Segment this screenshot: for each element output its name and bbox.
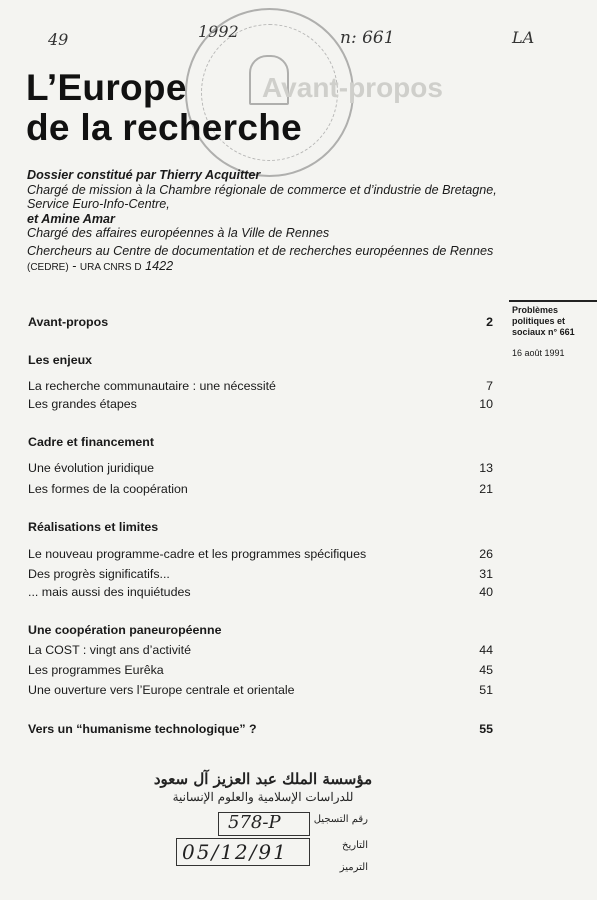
toc-label: Les enjeux bbox=[28, 353, 93, 367]
handwritten-mark: LA bbox=[512, 28, 535, 47]
stamp-org-line-1: مؤسسة الملك عبد العزيز آل سعود bbox=[153, 770, 373, 788]
toc-page-number: 10 bbox=[479, 397, 493, 411]
toc-entry bbox=[28, 584, 493, 600]
coauthor: et Amine Amar bbox=[27, 211, 115, 226]
dossier-author: Dossier constitué par Thierry Acquitter bbox=[27, 168, 261, 182]
toc-entry bbox=[28, 682, 493, 698]
toc-entry bbox=[28, 662, 493, 678]
publication-date: 16 août 1991 bbox=[512, 348, 565, 358]
toc-page-number: 40 bbox=[479, 585, 493, 599]
sidebar-rule bbox=[509, 300, 597, 302]
affiliation-cnrs-prefix: URA CNRS D bbox=[79, 261, 142, 273]
toc-page-number: 7 bbox=[486, 379, 493, 393]
toc-label: Une évolution juridique bbox=[28, 461, 155, 475]
toc-label: Le nouveau programme-cadre et les programmes spécifiques bbox=[28, 547, 367, 561]
publication-name: Problèmes politiques et sociaux n° 661 bbox=[512, 305, 575, 337]
toc-page-number: 2 bbox=[486, 315, 493, 329]
stamp-registration-label: رقم التسجيل bbox=[313, 814, 368, 825]
toc-section-heading bbox=[28, 622, 493, 638]
publication-sidebar bbox=[512, 305, 596, 359]
toc-page-number: 55 bbox=[479, 722, 493, 736]
toc-label: Les grandes étapes bbox=[28, 397, 137, 411]
stamp-org-line-2: للدراسات الإسلامية والعلوم الإنسانية bbox=[172, 790, 354, 804]
toc-entry bbox=[28, 481, 493, 497]
toc-label: La COST : vingt ans d’activité bbox=[28, 643, 191, 657]
stamp-code-label: الترميز bbox=[339, 862, 368, 873]
author-role-2: Chargé des affaires européennes à la Ville de Rennes bbox=[27, 226, 330, 241]
toc-page-number: 26 bbox=[479, 547, 493, 561]
toc-section-heading bbox=[28, 314, 493, 330]
toc-entry bbox=[28, 566, 493, 582]
show-through-text: Avant-propos bbox=[262, 72, 443, 103]
toc-page-number: 31 bbox=[479, 567, 493, 581]
toc-label: Des progrès significatifs... bbox=[28, 567, 170, 581]
toc-label: Cadre et financement bbox=[28, 435, 155, 449]
toc-section-heading bbox=[28, 434, 493, 450]
handwritten-registration: n: 661 bbox=[340, 28, 395, 48]
toc-label: Les formes de la coopération bbox=[28, 482, 188, 496]
stamp-registration-number: 578-P bbox=[228, 812, 281, 833]
toc-entry bbox=[28, 396, 493, 412]
toc-page-number: 45 bbox=[479, 663, 493, 677]
toc-label: Réalisations et limites bbox=[28, 520, 159, 534]
affiliation-cnrs-number: 1422 bbox=[145, 258, 174, 273]
affiliation: Chercheurs au Centre de documentation et de recherches européennes de Rennes (CEDRE) - URA CNRS D 1422 bbox=[27, 243, 494, 273]
toc-entry bbox=[28, 460, 493, 476]
document-title bbox=[26, 68, 302, 148]
toc-section-heading bbox=[28, 352, 493, 368]
affiliation-main: Chercheurs au Centre de documentation et de recherches européennes de Rennes bbox=[27, 243, 494, 258]
handwritten-year: 1992 bbox=[198, 22, 239, 41]
affiliation-code: (CEDRE) bbox=[27, 261, 69, 273]
archive-stamp bbox=[148, 770, 378, 890]
toc-page-number: 44 bbox=[479, 643, 493, 657]
toc-section-heading bbox=[28, 519, 493, 535]
toc-label: ... mais aussi des inquiétudes bbox=[28, 585, 191, 599]
toc-page-number: 51 bbox=[479, 683, 493, 697]
toc-label: Les programmes Eurêka bbox=[28, 663, 164, 677]
toc-label: Avant-propos bbox=[28, 315, 109, 329]
author-role-1: Chargé de mission à la Chambre régionale de commerce et d’industrie de Bretagne, Service Euro-Info-Centre, bbox=[27, 182, 497, 212]
title-line-1: L’Europe bbox=[26, 67, 187, 108]
title-line-2: de la recherche bbox=[26, 107, 302, 148]
toc-entry bbox=[28, 378, 493, 394]
toc-entry bbox=[28, 642, 493, 658]
toc-page-number: 13 bbox=[479, 461, 493, 475]
toc-label: Une coopération paneuropéenne bbox=[28, 623, 222, 637]
stamp-date-value: 05/12/91 bbox=[182, 840, 288, 864]
stamp-date-label: التاريخ bbox=[342, 840, 368, 851]
toc-label: Vers un “humanisme technologique” ? bbox=[28, 722, 257, 736]
toc-label: Une ouverture vers l’Europe centrale et orientale bbox=[28, 683, 295, 697]
toc-entry bbox=[28, 546, 493, 562]
toc-label: La recherche communautaire : une nécessité bbox=[28, 379, 276, 393]
toc-section-heading bbox=[28, 721, 493, 737]
credits-block bbox=[27, 168, 497, 275]
toc-page-number: 21 bbox=[479, 482, 493, 496]
handwritten-page-number: 49 bbox=[48, 30, 69, 49]
